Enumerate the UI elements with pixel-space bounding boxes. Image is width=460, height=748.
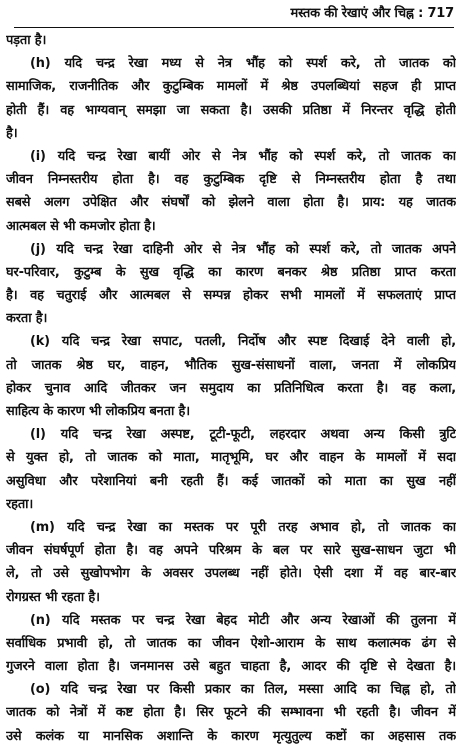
text-line: (m) यदि चन्द्र रेखा का मस्तक पर पूरी तरह अभाव हो, तो जातक का — [30, 519, 456, 535]
text-line: रहता। — [6, 496, 34, 512]
text-line: उसे कलंक या मानसिक अशान्ति के कारण मृत्युतुल्य कष्टों का अहसास तक — [6, 728, 456, 744]
text-line: (o) यदि चन्द्र रेखा पर किसी प्रकार का तिल, मस्सा आदि का चिह्न हो, तो — [30, 682, 456, 698]
text-line: जीवन निम्नस्तरीय होता है। वह कुटुम्बिक दृष्टि से निम्नस्तरीय होता है तथा — [6, 172, 456, 188]
text-line: आत्मबल से भी कमजोर होता है। — [6, 218, 156, 234]
text-line: (j) यदि चन्द्र रेखा दाहिनी ओर से नेत्र भौंह को स्पर्श करे, तो जातक अपने — [30, 241, 456, 257]
text-line: तो जातक श्रेष्ठ घर, वाहन, भौतिक सुख-संसाधनों वाला, जनता में लोकप्रिय — [6, 357, 456, 373]
text-line: सर्वाधिक प्रभावी हो, तो जातक का जीवन ऐशो-आराम के साथ कलात्मक ढंग से — [6, 635, 456, 651]
text-line: (h) यदि चन्द्र रेखा मध्य से नेत्र भौंह को स्पर्श करे, तो जातक को — [30, 56, 456, 72]
text-line: (i) यदि चन्द्र रेखा बायीं ओर से नेत्र भौंह को स्पर्श करे, तो जातक का — [30, 148, 456, 164]
text-line: होती हैं। वह भाग्यवान् समझा जा सकता है। उसकी प्रतिष्ठा में निरन्तर वृद्धि होती — [6, 102, 456, 118]
text-line: (l) यदि चन्द्र रेखा अस्पष्ट, टूटी-फूटी, लहरदार अथवा अन्य किसी त्रुटि — [30, 427, 456, 443]
text-line: सामाजिक, राजनीतिक और कुटुम्बिक मामलों में श्रेष्ठ उपलब्धियां सहज ही प्राप्त — [6, 79, 456, 95]
text-line: करता है। — [6, 311, 48, 327]
text-line: रोगग्रस्त भी रहता है। — [6, 589, 100, 605]
text-line: सबसे अलग उपेक्षित और संघर्षों को झेलने वाला होता है। प्राय: यह जातक — [6, 195, 456, 211]
text-line: असुविधा और परेशानियां बनी रहती हैं। कई जातकों को माता का सुख नहीं — [6, 473, 456, 489]
text-line: पड़ता है। — [6, 33, 47, 48]
text-line: जातक को नेत्रों में कष्ट होता है। सिर फूटने की सम्भावना भी रहती है। जीवन में — [6, 705, 456, 721]
text-line: घर-परिवार, कुटुम्ब के सुख वृद्धि का कारण बनकर श्रेष्ठ प्रतिष्ठा प्राप्त करता — [6, 264, 456, 280]
text-line: से युक्त हो, तो जातक को माता, मातृभूमि, घर और वाहन के मामलों में सदा — [6, 450, 456, 466]
running-header — [14, 1, 454, 28]
text-line: (n) यदि मस्तक पर चन्द्र रेखा बेहद मोटी और अन्य रेखाओं की तुलना में — [30, 612, 456, 628]
page-body — [6, 29, 456, 748]
running-title: मस्तक की रेखाएं और चिह्न : 717 — [290, 6, 454, 21]
text-line: जीवन संघर्षपूर्ण होता है। वह अपने परिश्रम के बल पर सारे सुख-साधन जुटा भी — [6, 543, 456, 559]
text-line: साहित्य के कारण भी लोकप्रिय बनता है। — [6, 404, 190, 419]
text-line: गुजरने वाला होता है। जनमानस उसे बहुत चाहता है, आदर की दृष्टि से देखता है। — [6, 659, 456, 675]
text-line: (k) यदि चन्द्र रेखा सपाट, पतली, निर्दोष और स्पष्ट दिखाई देने वाली हो, — [30, 334, 456, 350]
text-line: होकर चुनाव आदि जीतकर जन समुदाय का प्रतिनिधित्व करता है। वह कला, — [6, 380, 456, 396]
text-line: है। वह चतुराई और आत्मबल से सम्पन्न होकर सभी मामलों में सफलताएं प्राप्त — [6, 288, 456, 304]
text-line: है। — [6, 125, 18, 141]
text-line: ले, तो उसे सुखोपभोग के अवसर उपलब्ध नहीं होते। ऐसी दशा में वह बार-बार — [6, 566, 456, 582]
